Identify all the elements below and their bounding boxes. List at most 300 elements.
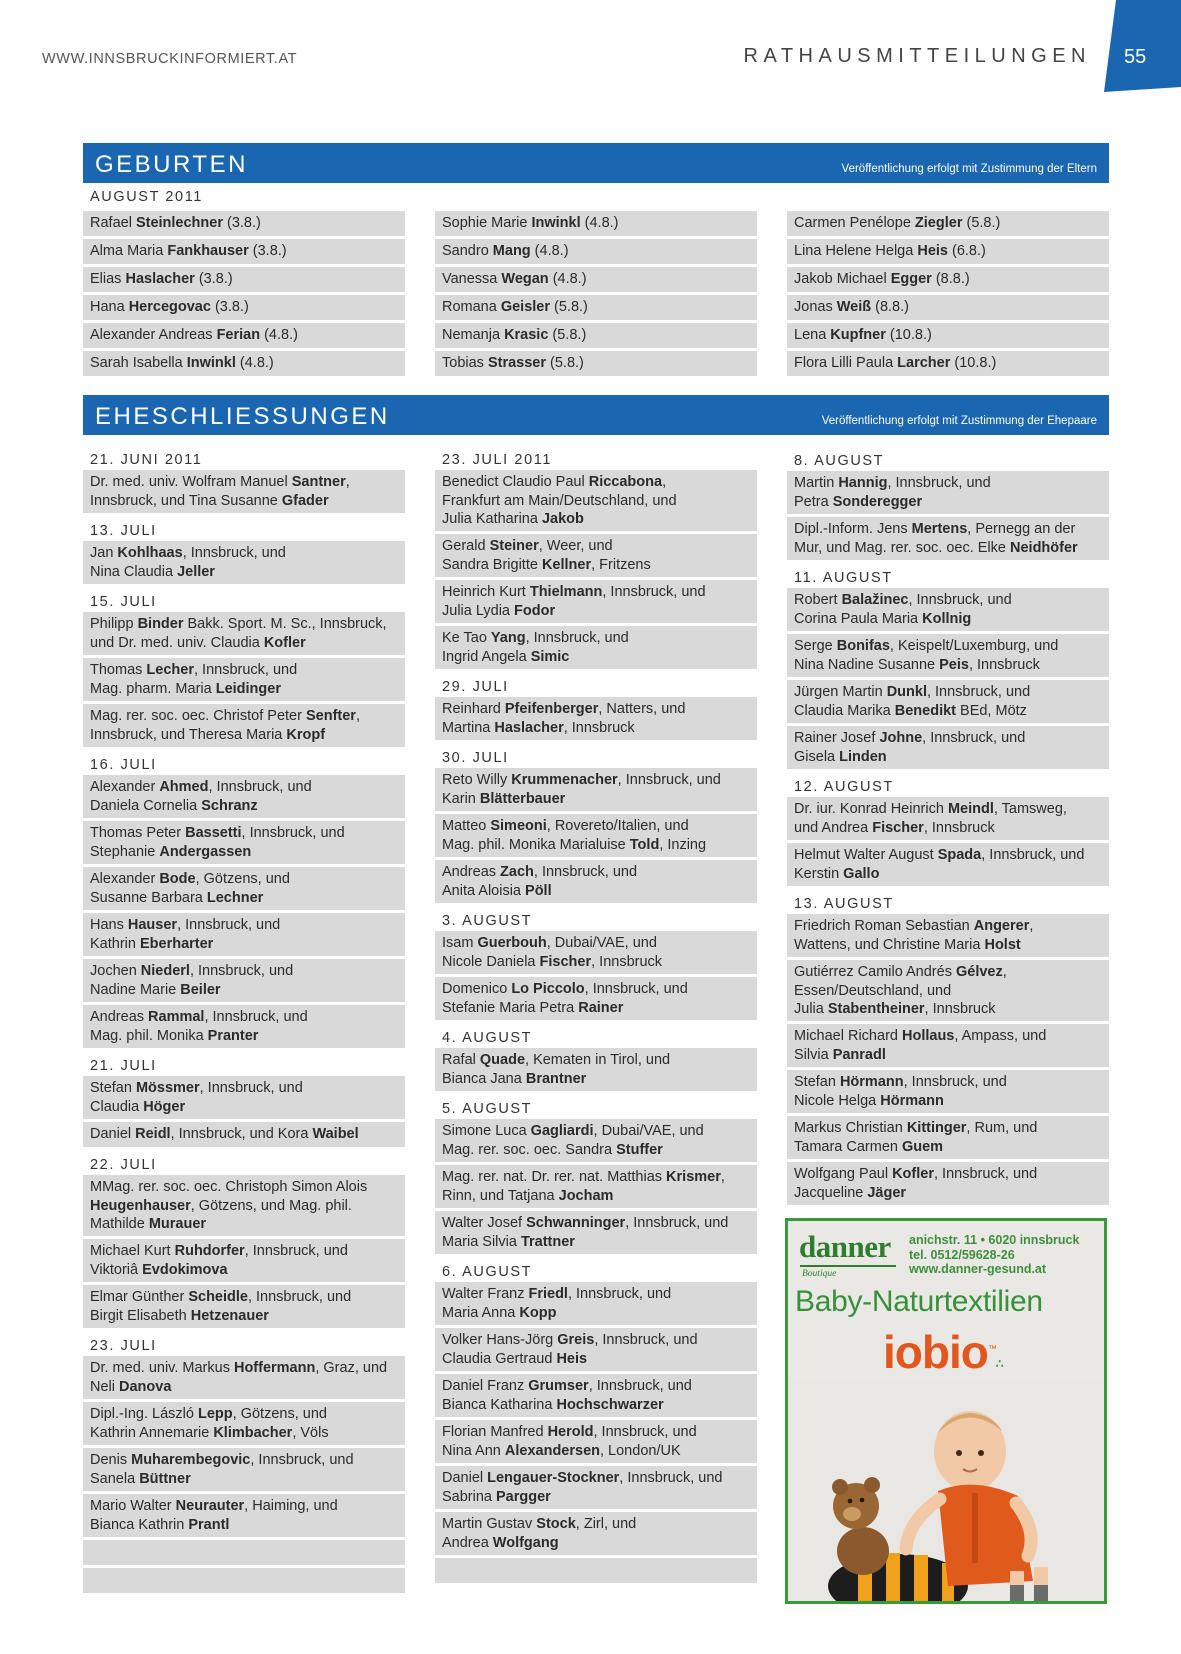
entry-text: Hans (90, 917, 128, 933)
surname: Kropf (286, 726, 326, 743)
entry-text: Bianca Katharina (442, 1396, 557, 1413)
marriage-entry (435, 1328, 757, 1371)
marriage-entry (435, 1282, 757, 1325)
entry-text: Wolfgang Paul (794, 1166, 893, 1182)
entry-text: Tamara Carmen (794, 1138, 902, 1155)
surname: Peis (939, 656, 969, 673)
birth-date: (8.8.) (871, 299, 909, 315)
births-column-1 (83, 211, 405, 379)
entry-text: , Innsbruck (968, 656, 1040, 673)
entry-text: , Innsbruck, und (244, 1243, 348, 1259)
entry-text: Mag. rer. nat. Dr. rer. nat. Matthias (442, 1169, 667, 1185)
marriage-entry (83, 867, 405, 910)
entry-text: , Haiming, und (244, 1498, 338, 1514)
birth-last-name: Wegan (501, 271, 549, 287)
birth-date: (4.8.) (235, 355, 274, 371)
entry-text: Anita Aloisia (442, 882, 526, 899)
ad-website[interactable]: www.danner-gesund.at (909, 1262, 1047, 1276)
entry-text: , (1002, 964, 1007, 980)
entry-text: , Innsbruck, und (182, 545, 286, 561)
surname: Leidinger (215, 680, 281, 697)
surname: Höger (143, 1098, 186, 1115)
entry-text: Serge (794, 638, 837, 654)
entry-text: , Innsbruck, und (619, 1470, 723, 1486)
entry-text: , Pernegg an der (967, 521, 1076, 537)
marriage-entry (435, 1211, 757, 1254)
entry-text: Mur, und Mag. rer. soc. oec. Elke (794, 539, 1010, 556)
entry-text: Mag. phil. Monika Marialuise (442, 836, 630, 853)
ad-logo: danner (799, 1229, 891, 1264)
entry-text: Rainer Josef (794, 730, 880, 746)
birth-first-name: Lena (794, 327, 831, 343)
surname: Yang (490, 630, 526, 646)
birth-date: (4.8.) (260, 327, 298, 343)
surname: Schwanninger (526, 1215, 626, 1231)
surname: Dunkl (886, 684, 927, 700)
birth-date: (4.8.) (548, 271, 587, 287)
surname: Kellner (541, 556, 592, 573)
ad-photo-child-with-teddy (788, 1381, 1104, 1601)
entry-text: , Innsbruck (563, 719, 635, 736)
surname: Grumser (528, 1378, 589, 1394)
ad-brand-name: iobio (883, 1326, 988, 1378)
entry-text: Florian Manfred (442, 1424, 548, 1440)
surname: Riccabona (588, 474, 663, 490)
marriage-date-heading: 29. JULI (442, 679, 509, 695)
entry-text: , Götzens, und (195, 871, 290, 887)
marriage-entry (83, 959, 405, 1002)
entry-text: Mag. pharm. Maria (90, 680, 216, 697)
birth-last-name: Krasic (504, 327, 549, 343)
births-header-bar (83, 143, 1109, 183)
surname: Pargger (496, 1488, 551, 1505)
surname: Bode (159, 871, 196, 887)
entry-text: , Fritzens (591, 556, 651, 573)
entry-text: , Zirl, und (575, 1516, 637, 1532)
marriage-entry-empty (435, 1558, 757, 1583)
entry-text: Michael Richard (794, 1028, 902, 1044)
entry-text: , Innsbruck, und (567, 1286, 672, 1302)
births-month: AUGUST 2011 (90, 189, 203, 205)
surname: Herold (547, 1424, 594, 1440)
entry-text: Julia Katharina (442, 511, 542, 527)
birth-first-name: Lina Helene Helga (794, 243, 918, 259)
entry-text: Daniel Franz (442, 1378, 529, 1394)
surname: Jocham (558, 1187, 614, 1204)
birth-last-name: Geisler (500, 299, 551, 315)
entry-text: Corina Paula Maria (794, 610, 923, 627)
surname: Friedl (528, 1286, 568, 1302)
entry-text: Michael Kurt (90, 1243, 175, 1259)
ad-brand-swirl-icon: ∴ (995, 1357, 1003, 1371)
entry-text: Essen/Deutschland, und (794, 982, 952, 999)
entry-text: Walter Franz (442, 1286, 529, 1302)
entry-text: , (355, 708, 360, 724)
surname: Eberharter (139, 935, 214, 952)
birth-last-name: Strasser (487, 355, 546, 371)
surname: Kollnig (922, 610, 972, 627)
birth-first-name: Sandro (442, 243, 493, 259)
site-url[interactable]: WWW.INNSBRUCKINFORMIERT.AT (42, 51, 298, 67)
surname: Stabentheiner (827, 1001, 925, 1017)
entry-text: , Dubai/VAE, und (593, 1123, 704, 1139)
entry-text: , London/UK (600, 1442, 681, 1459)
marriage-entry (83, 1494, 405, 1537)
surname: Greis (557, 1332, 595, 1348)
surname: Lechner (206, 889, 264, 906)
surname: Fodor (514, 602, 556, 619)
birth-first-name: Flora Lilli Paula (794, 355, 898, 371)
entry-text: Matteo (442, 818, 491, 834)
surname: Balažinec (841, 592, 909, 608)
marriage-entry-empty (83, 1540, 405, 1565)
entry-text: Mag. rer. soc. oec. Sandra (442, 1141, 617, 1158)
entry-text: , Innsbruck (924, 1001, 996, 1017)
entry-text: Friedrich Roman Sebastian (794, 918, 974, 934)
entry-text: Andreas (90, 1009, 149, 1025)
marriage-entry (83, 1285, 405, 1328)
marriage-entry (435, 814, 757, 857)
entry-text: Alexander (90, 779, 160, 795)
entry-text: Robert (794, 592, 842, 608)
entry-text: Stefanie Maria Petra (442, 999, 579, 1016)
birth-date: (5.8.) (550, 299, 588, 315)
marriage-entry (787, 726, 1109, 769)
surname: Büttner (139, 1470, 191, 1487)
marriage-entry (435, 977, 757, 1020)
surname: Gfader (281, 492, 329, 509)
marriage-entry (435, 1466, 757, 1509)
birth-last-name: Ferian (216, 327, 261, 343)
birth-first-name: Elias (90, 271, 126, 287)
entry-text: Mario Walter (90, 1498, 176, 1514)
birth-last-name: Larcher (897, 355, 951, 371)
birth-last-name: Weiß (836, 299, 872, 315)
marriage-entry (787, 1116, 1109, 1159)
entry-text: , Innsbruck, und (525, 630, 629, 646)
surname: Panradl (832, 1046, 886, 1063)
entry-text: , (662, 474, 667, 490)
surname: Murauer (148, 1216, 207, 1232)
entry-text: Jan (90, 545, 118, 561)
birth-entry (435, 211, 757, 236)
surname: Holst (984, 936, 1021, 953)
entry-text: Mag. phil. Monika (90, 1027, 208, 1044)
entry-text: Markus Christian (794, 1120, 907, 1136)
marriage-entry (787, 680, 1109, 723)
birth-first-name: Alexander Andreas (90, 327, 217, 343)
entry-text: Sabrina (442, 1488, 497, 1505)
birth-first-name: Jakob Michael (794, 271, 891, 287)
marriage-date-heading: 5. AUGUST (442, 1101, 533, 1117)
surname: Simeoni (490, 818, 547, 834)
surname: Stock (536, 1516, 576, 1532)
marriage-entry (83, 775, 405, 818)
marriage-entry (83, 821, 405, 864)
entry-text: Daniela Cornelia (90, 797, 202, 814)
entry-text: Julia Lydia (442, 602, 515, 619)
birth-entry (83, 239, 405, 264)
ad-brand-trademark: ™ (987, 1343, 996, 1354)
marriage-entry (787, 471, 1109, 514)
marriage-entry (787, 843, 1109, 886)
ad-address: anichstr. 11 • 6020 innsbruck (909, 1233, 1080, 1247)
entry-text: , Innsbruck, und (189, 963, 294, 979)
birth-date: (3.8.) (210, 299, 249, 315)
birth-first-name: Romana (442, 299, 501, 315)
entry-text: Jacqueline (794, 1184, 868, 1201)
marriage-entry (83, 1175, 405, 1236)
entry-text: , Innsbruck, und (933, 1166, 1038, 1182)
entry-text: , Innsbruck, und (204, 1009, 308, 1025)
marriage-date-heading: 23. JULI 2011 (442, 452, 553, 468)
surname: Jakob (541, 511, 584, 527)
birth-last-name: Inwinkl (186, 355, 236, 371)
entry-text: , Völs (292, 1424, 329, 1441)
birth-entry (83, 295, 405, 320)
surname: Johne (879, 730, 923, 746)
entry-text: Nicole Daniela (442, 953, 540, 970)
surname: Spada (937, 847, 982, 863)
birth-last-name: Mang (492, 243, 531, 259)
entry-text: , Ampass, und (954, 1028, 1047, 1044)
marriage-entry (435, 1512, 757, 1555)
surname: Guerbouh (477, 935, 547, 951)
entry-text: Nina Claudia (90, 563, 178, 580)
surname: Lepp (198, 1406, 233, 1422)
ad-logo-sub: Boutique (802, 1269, 837, 1279)
entry-text: Thomas Peter (90, 825, 186, 841)
births-column-3 (787, 211, 1109, 379)
birth-entry (787, 323, 1109, 348)
birth-entry (787, 351, 1109, 376)
marriage-entry (83, 541, 405, 584)
entry-text: Silvia (794, 1046, 833, 1063)
birth-first-name: Vanessa (442, 271, 502, 287)
surname: Stuffer (616, 1141, 663, 1158)
surname: Scheidle (188, 1289, 248, 1305)
entry-text: Maria Silvia (442, 1233, 521, 1250)
marriage-entry (787, 914, 1109, 957)
entry-text: und Dr. med. univ. Claudia (90, 634, 264, 651)
entry-text: , Innsbruck, und (594, 1332, 698, 1348)
entry-text: Karin (442, 790, 480, 807)
surname: Meindl (947, 801, 994, 817)
entry-text: , Innsbruck, und (903, 1074, 1007, 1090)
surname: Ruhdorfer (174, 1243, 245, 1259)
entry-text: , Innsbruck, und (588, 1378, 692, 1394)
entry-text: Thomas (90, 662, 147, 678)
surname: Zach (500, 864, 534, 880)
entry-text: , Keispelt/Luxemburg, und (889, 638, 1059, 654)
marriage-entry (435, 1119, 757, 1162)
surname: Sonderegger (832, 493, 923, 510)
advertisement-danner[interactable] (785, 1218, 1107, 1604)
entry-text: Stefan (90, 1080, 136, 1096)
surname: Trattner (520, 1233, 575, 1250)
marriage-entry (787, 517, 1109, 560)
marriage-date-heading: 3. AUGUST (442, 913, 533, 929)
birth-date: (6.8.) (947, 243, 986, 259)
marriages-column-1 (83, 445, 405, 1596)
surname: Hoffermann (233, 1360, 316, 1376)
surname: Rammal (148, 1009, 205, 1025)
entry-text: Walter Josef (442, 1215, 527, 1231)
marriage-entry (83, 1005, 405, 1048)
birth-date: (3.8.) (222, 215, 261, 231)
birth-entry (435, 323, 757, 348)
surname: Steiner (489, 538, 539, 554)
entry-text: Kathrin (90, 935, 140, 952)
birth-last-name: Steinlechner (135, 215, 223, 231)
marriage-entry (787, 1024, 1109, 1067)
marriage-entry (787, 634, 1109, 677)
entry-text: , Innsbruck, und (584, 981, 688, 997)
marriage-entry (435, 470, 757, 531)
marriage-date-heading: 21. JULI (90, 1058, 157, 1074)
ad-phone: tel. 0512/59628-26 (909, 1247, 1015, 1262)
entry-text: Claudia Gertraud (442, 1350, 557, 1367)
surname: Kohlhaas (117, 545, 183, 561)
entry-text: , Graz, und (315, 1360, 388, 1376)
marriage-date-heading: 23. JULI (90, 1338, 157, 1354)
marriage-entry (787, 960, 1109, 1021)
marriage-entry (83, 704, 405, 747)
surname: Rainer (578, 999, 624, 1016)
surname: Blätterbauer (479, 790, 566, 807)
surname: Ahmed (159, 779, 209, 795)
birth-entry (435, 267, 757, 292)
entry-text: , Innsbruck, und (922, 730, 1026, 746)
surname: Waibel (312, 1126, 359, 1142)
marriages-title: EHESCHLIESSUNGEN (95, 403, 390, 430)
surname: Guem (901, 1138, 944, 1155)
surname: Klimbacher (213, 1424, 293, 1441)
surname: Hochschwarzer (556, 1396, 664, 1413)
marriage-entry (83, 1448, 405, 1491)
surname: Hetzenauer (190, 1307, 269, 1324)
entry-text: , (720, 1169, 725, 1185)
entry-text: Nina Ann (442, 1442, 505, 1459)
entry-text: Isam (442, 935, 478, 951)
surname: Told (629, 836, 660, 853)
entry-text: Alexander (90, 871, 160, 887)
birth-entry (787, 211, 1109, 236)
marriage-entry (435, 1048, 757, 1091)
surname: Fischer (539, 953, 592, 970)
entry-text: Wattens, und Christine Maria (794, 936, 985, 953)
birth-date: (4.8.) (530, 243, 569, 259)
entry-text: Andreas (442, 864, 501, 880)
marriage-date-heading: 16. JULI (90, 757, 157, 773)
entry-text: , Innsbruck, und (193, 662, 298, 678)
entry-text: , Innsbruck, und (625, 1215, 729, 1231)
entry-text: Neli (90, 1378, 120, 1395)
birth-entry (787, 267, 1109, 292)
marriage-date-heading: 15. JULI (90, 594, 157, 610)
surname: Kopp (519, 1304, 557, 1321)
entry-text: Julia (794, 1001, 828, 1017)
entry-text: , Götzens, und Mag. phil. (190, 1197, 352, 1214)
entry-text: Daniel (442, 1470, 488, 1486)
entry-text: , (1029, 918, 1034, 934)
entry-text: BEd, Mötz (956, 702, 1027, 719)
entry-text: Nina Nadine Susanne (794, 656, 940, 673)
entry-text: Dr. med. univ. Wolfram Manuel (90, 474, 292, 490)
entry-text: Jochen (90, 963, 141, 979)
surname: Hollaus (902, 1028, 955, 1044)
entry-text: Andrea (442, 1534, 493, 1551)
entry-text: Bianca Jana (442, 1070, 526, 1087)
surname: Lo Piccolo (511, 981, 585, 997)
marriage-date-heading: 6. AUGUST (442, 1264, 533, 1280)
marriage-entry (83, 1122, 405, 1147)
entry-text: Denis (90, 1452, 132, 1468)
entry-text: , Innsbruck (591, 953, 663, 970)
entry-text: , Innsbruck, und (250, 1452, 354, 1468)
entry-text: , Inzing (659, 836, 707, 853)
ad-logo-underline (800, 1265, 896, 1267)
entry-text: Dr. iur. Konrad Heinrich (794, 801, 948, 817)
surname: Angerer (973, 918, 1030, 934)
surname: Krismer (666, 1169, 721, 1185)
surname: Hörmann (839, 1074, 904, 1090)
marriage-entry (83, 470, 405, 513)
entry-text: Mathilde (90, 1216, 149, 1232)
entry-text: Innsbruck, und Theresa Maria (90, 726, 287, 743)
marriages-column-3 (787, 446, 1109, 1208)
entry-text: Helmut Walter August (794, 847, 938, 863)
surname: Wolfgang (492, 1534, 559, 1551)
ad-brand-logo (883, 1325, 1003, 1379)
entry-text: , Dubai/VAE, und (546, 935, 657, 951)
surname: Evdokimova (142, 1261, 228, 1278)
surname: Mertens (911, 521, 968, 537)
birth-date: (5.8.) (962, 215, 1001, 231)
entry-text: Innsbruck, und Tina Susanne (90, 492, 282, 509)
entry-text: , Rum, und (966, 1120, 1038, 1136)
birth-date: (5.8.) (548, 327, 587, 343)
entry-text: , Tamsweg, (993, 801, 1067, 817)
entry-text: Dipl.-Inform. Jens (794, 521, 912, 537)
surname: Hannig (838, 475, 888, 491)
surname: Lecher (146, 662, 194, 678)
surname: Andergassen (159, 843, 252, 860)
entry-text: , Innsbruck, und (199, 1080, 303, 1096)
entry-text: , Rovereto/Italien, und (546, 818, 689, 834)
entry-text: Stephanie (90, 843, 160, 860)
marriage-entry (435, 626, 757, 669)
birth-first-name: Jonas (794, 299, 837, 315)
entry-text: Susanne Barbara (90, 889, 207, 906)
birth-first-name: Carmen Penélope (794, 215, 915, 231)
entry-text: Kathrin Annemarie (90, 1424, 214, 1441)
birth-entry (83, 351, 405, 376)
births-title: GEBURTEN (95, 151, 248, 178)
marriages-consent-note: Veröffentlichung erfolgt mit Zustimmung der Ehepaare (821, 415, 1097, 427)
surname: Thielmann (529, 584, 603, 600)
marriage-entry (435, 1165, 757, 1208)
entry-text: Sanela (90, 1470, 140, 1487)
birth-date: (3.8.) (194, 271, 233, 287)
surname: Neidhöfer (1010, 539, 1078, 556)
entry-text: Philipp (90, 616, 138, 632)
birth-date: (8.8.) (931, 271, 970, 287)
entry-text: , Innsbruck, und (887, 475, 991, 491)
marriage-entry (787, 1070, 1109, 1113)
surname: Gagliardi (530, 1123, 594, 1139)
birth-last-name: Heis (917, 243, 948, 259)
